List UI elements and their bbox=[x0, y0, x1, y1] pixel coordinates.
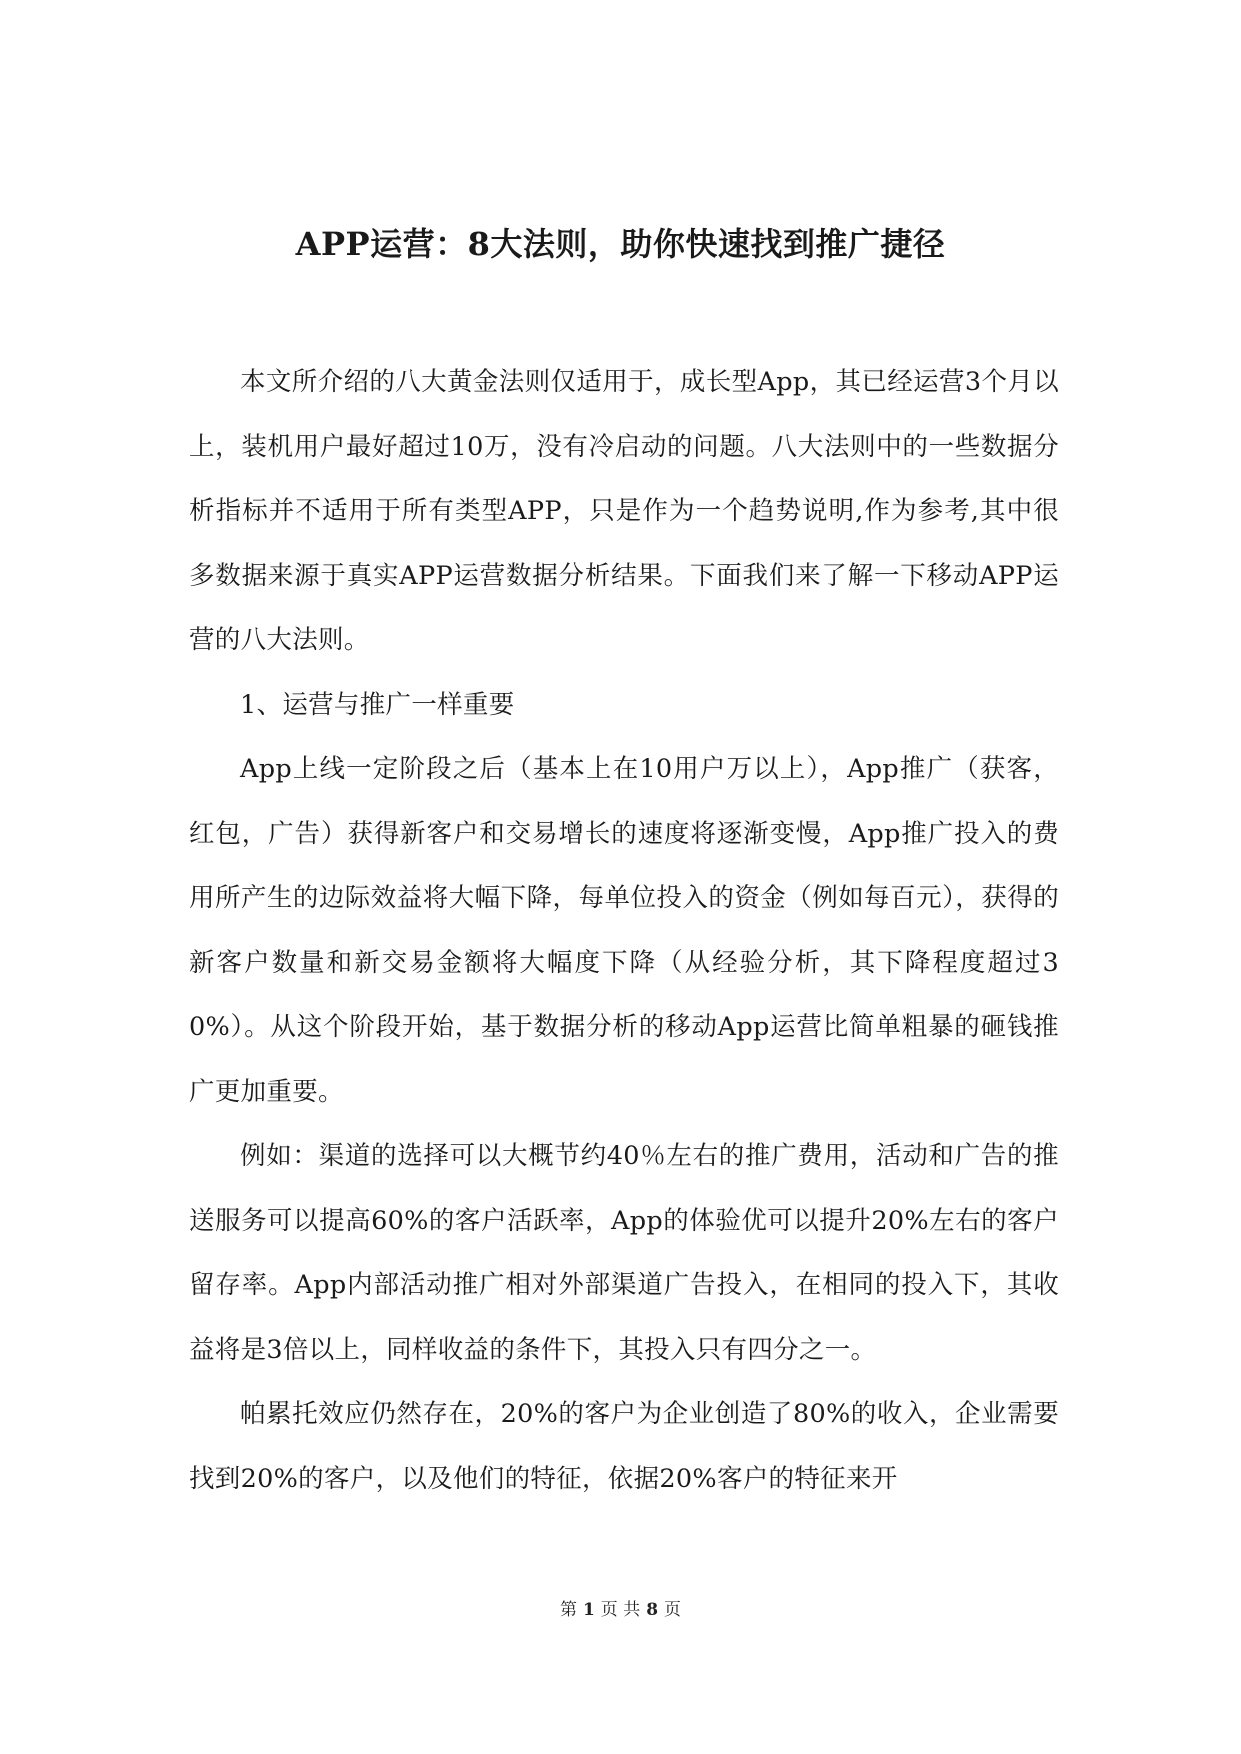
total-pages-number: 8 bbox=[646, 1600, 659, 1620]
footer-prefix: 第 bbox=[559, 1600, 577, 1620]
footer-suffix: 页 bbox=[664, 1600, 682, 1620]
paragraph-example: 例如：渠道的选择可以大概节约40％左右的推广费用，活动和广告的推送服务可以提高60%的客户活跃率，App的体验优可以提升20%左右的客户留存率。App内部活动推广相对外部渠道广告投入，在相同的投入下，其收益将是3倍以上，同样收益的条件下，其投入只有四分之一。 bbox=[189, 1141, 1059, 1365]
page-footer bbox=[0, 1598, 1241, 1622]
paragraph-pareto: 帕累托效应仍然存在，20%的客户为企业创造了80%的收入，企业需要找到20%的客户，以及他们的特征，依据20%客户的特征来开 bbox=[189, 1399, 1059, 1494]
section-heading-1: 1、运营与推广一样重要 bbox=[240, 689, 515, 720]
paragraph-intro: 本文所介绍的八大黄金法则仅适用于，成长型App，其已经运营3个月以上，装机用户最好超过10万，没有冷启动的问题。八大法则中的一些数据分析指标并不适用于所有类型APP，只是作为一个趋势说明,作为参考,其中很多数据来源于真实APP运营数据分析结果。下面我们来了解一下移动APP运营的八大法则。 bbox=[189, 367, 1060, 655]
current-page-number: 1 bbox=[582, 1600, 595, 1620]
document-title: APP运营：8大法则，助你快速找到推广捷径 bbox=[295, 225, 946, 263]
paragraph-growth: App上线一定阶段之后（基本上在10用户万以上），App推广（获客，红包，广告）获得新客户和交易增长的速度将逐渐变慢，App推广投入的费用所产生的边际效益将大幅下降，每单位投入的资金（例如每百元），获得的新客户数量和新交易金额将大幅度下降（从经验分析，其下降程度超过30%）。从这个阶段开始，基于数据分析的移动App运营比简单粗暴的砸钱推广更加重要。 bbox=[189, 754, 1059, 1107]
document-body bbox=[189, 350, 1059, 1511]
footer-middle: 页 共 bbox=[600, 1600, 641, 1620]
